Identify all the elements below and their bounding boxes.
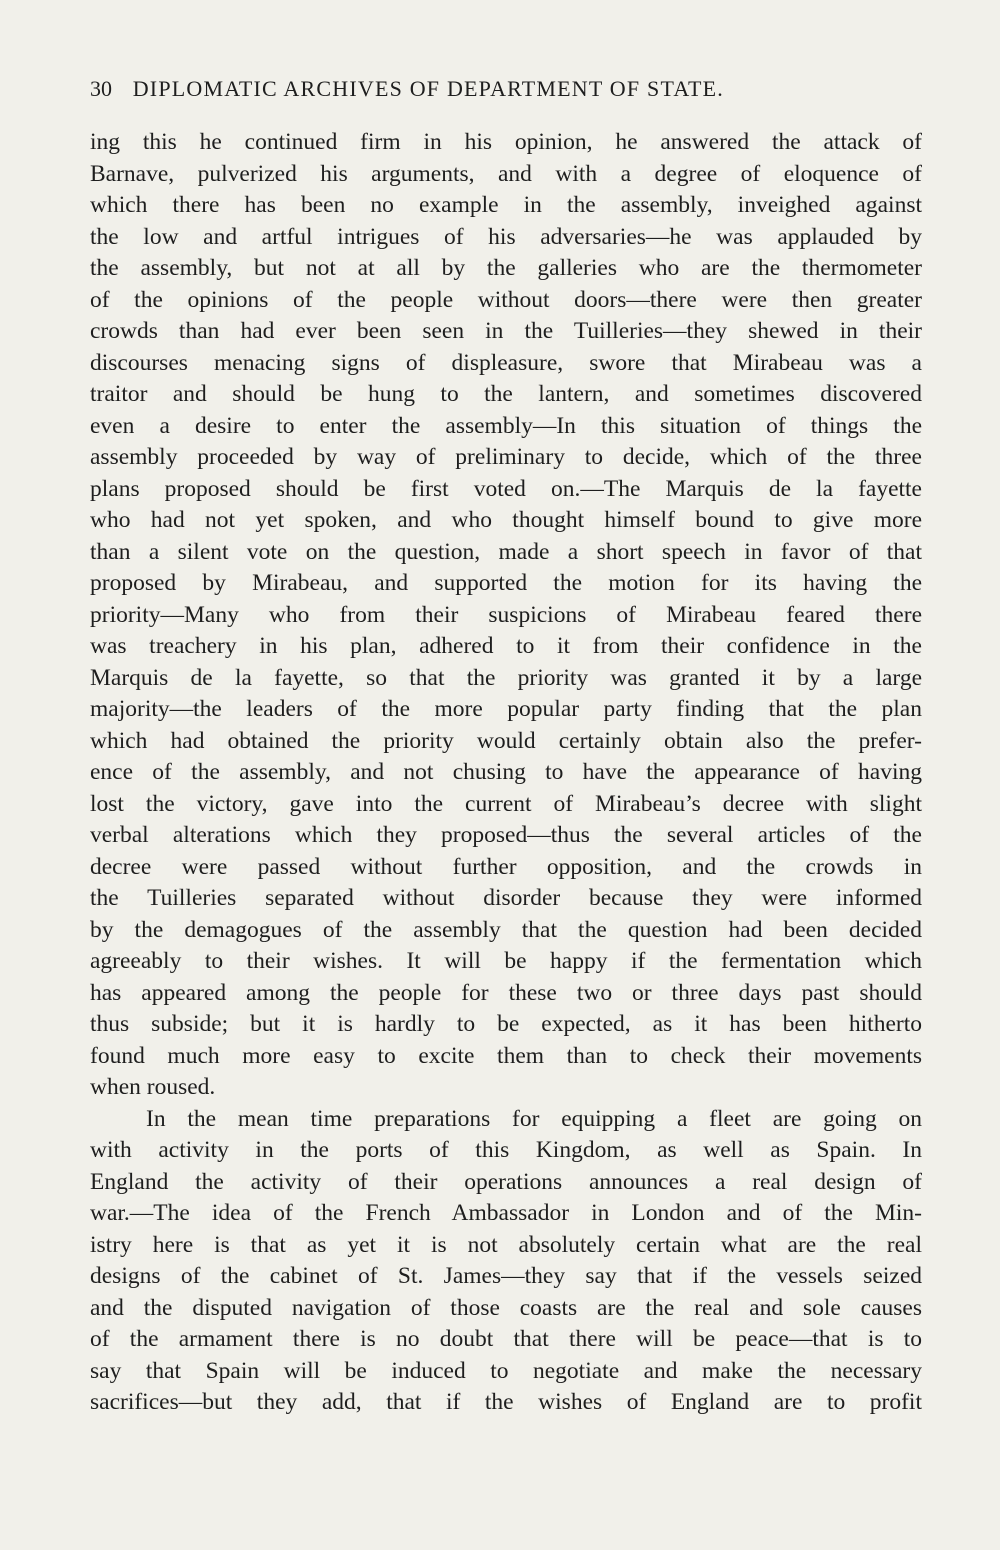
running-title: DIPLOMATIC ARCHIVES OF DEPARTMENT OF STATE. [132,76,724,101]
text-line: agreeably to their wishes. It will be happy if the fermentation which [90,948,922,974]
text-line: decree were passed without further opposition, and the crowds in [90,853,922,880]
text-line: ence of the assembly, and not chusing to have the appearance of having [90,759,922,785]
text-line: traitor and should be hung to the lantern, and sometimes discovered [90,381,922,407]
text-line: even a desire to enter the assembly—In this situation of things the [90,412,922,439]
text-line: of the opinions of the people without doors—there were then greater [90,286,922,313]
text-line: verbal alterations which they proposed—thus the several articles of the [90,822,922,848]
body-text [90,127,922,1419]
text-line: majority—the leaders of the more popular party finding that the plan [90,696,922,722]
text-line: the low and artful intrigues of his adversaries—he was applauded by [90,223,922,250]
text-line: plans proposed should be first voted on.—The Marquis de la fayette [90,475,922,502]
text-line: the Tuilleries separated without disorder because they were informed [90,885,922,911]
text-line: In the mean time preparations for equipping a fleet are going on [146,1105,922,1132]
text-line: has appeared among the people for these two or three days past should [90,979,922,1006]
text-line: which there has been no example in the assembly, inveighed against [90,192,922,218]
text-line: designs of the cabinet of St. James—they say that if the vessels seized [90,1263,922,1289]
text-line: than a silent vote on the question, made a short speech in favor of that [90,538,922,565]
text-line: ing this he continued firm in his opinion, he answered the attack of [90,129,922,155]
text-line: discourses menacing signs of displeasure, swore that Mirabeau was a [90,349,922,376]
text-line: was treachery in his plan, adhered to it from their confidence in the [90,633,922,659]
running-header [90,76,930,102]
text-line: priority—Many who from their suspicions of Mirabeau feared there [90,601,922,628]
text-line: found much more easy to excite them than to check their movements [90,1042,922,1069]
text-line: Barnave, pulverized his arguments, and with a degree of eloquence of [90,160,922,187]
text-line: thus subside; but it is hardly to be expected, as it has been hitherto [90,1011,922,1037]
text-line: Marquis de la fayette, so that the priority was granted it by a large [90,664,922,691]
text-line: by the demagogues of the assembly that the question had been decided [90,916,922,943]
text-line: war.—The idea of the French Ambassador in London and of the Min- [90,1200,922,1226]
text-line: proposed by Mirabeau, and supported the motion for its having the [90,570,922,596]
text-line: of the armament there is no doubt that there will be peace—that is to [90,1326,922,1352]
text-line: istry here is that as yet it is not absolutely certain what are the real [90,1231,922,1258]
text-line: with activity in the ports of this Kingdom, as well as Spain. In [90,1137,922,1163]
text-line: sacrifices—but they add, that if the wishes of England are to profit [90,1389,922,1415]
text-line: who had not yet spoken, and who thought himself bound to give more [90,507,922,533]
text-line: say that Spain will be induced to negotiate and make the necessary [90,1357,922,1384]
text-line: and the disputed navigation of those coasts are the real and sole causes [90,1294,922,1321]
page-number: 30 [90,76,112,101]
text-line: the assembly, but not at all by the galleries who are the thermometer [90,255,922,281]
text-line: lost the victory, gave into the current of Mirabeau’s decree with slight [90,790,922,817]
text-line: which had obtained the priority would certainly obtain also the prefer- [90,727,922,754]
text-line: crowds than had ever been seen in the Tuilleries—they shewed in their [90,318,922,344]
text-line: England the activity of their operations announces a real design of [90,1168,922,1195]
text-line: assembly proceeded by way of preliminary to decide, which of the three [90,444,922,470]
text-line: when roused. [90,1074,216,1100]
